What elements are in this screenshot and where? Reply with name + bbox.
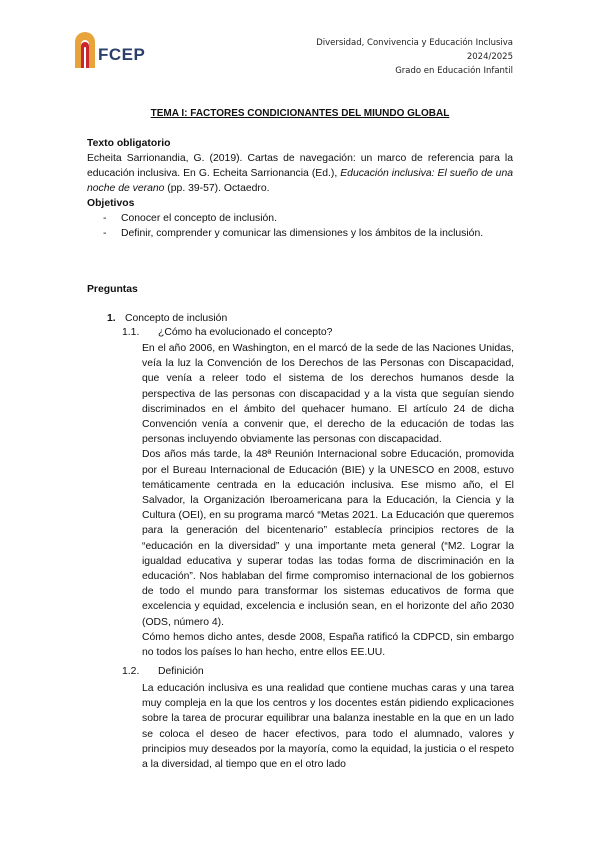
paragraph-2: Dos años más tarde, la 48ª Reunión Internacional sobre Educación, promovida por el Bureau Internacional de Educación (BIE) y la UNESCO en 2008, estuvo temáticamente centrada en la educación inclusiva. Ese mismo año, el El Salvador, la Organización Iberoamericana para la Educación, la Ciencia y la Cultura (OEI), en su programa marcó “Metas 2021. La Educación que queremos para la generación del bicentenario” establecía principios rectores de la “educación en la diversidad” y una importante meta general (“M2. Lograr la igualdad educativa y superar todas las todas forma de discriminación en la educación”. Nos hablaban del firme compromiso internacional de los gobiernos de todo el mundo para transformar los sistemas educativos de forma que excelencia y equidad, excelencia e inclusión sean, en el horizonte del año 2030 (ODS, número 4). <box>142 449 514 628</box>
objetivos-list <box>87 211 513 241</box>
answer-1-2 <box>142 681 514 772</box>
section-1-label: Concepto de inclusión <box>125 313 228 324</box>
citation-part-b: (pp. 39-57). Octaedro. <box>164 183 270 194</box>
preguntas-heading: Preguntas <box>87 284 138 295</box>
paragraph-4: La educación inclusiva es una realidad que contiene muchas caras y una tarea muy compleja en la que los centros y los docentes están pidiendo explicaciones sobre la tarea de procurar equilibrar una balanza inestable en la que en un lado se coloca el deseo de hacer efectivos, para todo el alumnado, valores y principios muy deseados por la mayoría, como la equidad, la justicia o el respeto a la diversidad, al tiempo que en el otro lado <box>142 683 514 771</box>
degree-name: Grado en Educación Infantil <box>395 66 513 76</box>
citation-part-a: Echeita Sarrionandia, G. (2019). Cartas de navegación: un marco de referencia para la educación inclusiva. En G. Echeita Sarrionancia (Ed.), <box>87 153 513 179</box>
course-name: Diversidad, Convivencia y Educación Inclusiva <box>316 38 513 48</box>
citation <box>87 151 513 196</box>
texto-obligatorio-section <box>87 136 513 241</box>
answer-1-1 <box>142 341 514 660</box>
header-info <box>316 36 513 78</box>
objetivos-heading: Objetivos <box>87 198 135 209</box>
fcep-arch-icon <box>72 28 98 68</box>
list-item: - Definir, comprender y comunicar las dimensiones y los ámbitos de la inclusión. <box>87 226 513 241</box>
logo-text: FCEP <box>98 45 146 64</box>
academic-year: 2024/2025 <box>466 52 513 62</box>
citation-book-title: Educación inclusiva: El sueño de una noche de verano <box>87 168 513 194</box>
texto-heading: Texto obligatorio <box>87 138 171 149</box>
question-1-1-label: ¿Cómo ha evolucionado el concepto? <box>158 327 333 338</box>
question-1-2-label: Definición <box>158 666 204 677</box>
question-1-1 <box>122 327 332 338</box>
list-item: - Conocer el concepto de inclusión. <box>87 211 513 226</box>
fcep-logo <box>72 28 172 70</box>
paragraph-3: Cómo hemos dicho antes, desde 2008, España ratificó la CDPCD, sin embargo no todos los países lo han hecho, entre ellos EE.UU. <box>142 631 514 659</box>
paragraph-1: En el año 2006, en Washington, en el marcó de la sede de las Naciones Unidas, veía la luz la Convención de los Derechos de las Personas con Discapacidad, que venía a releer todo el sistema de los derechos humanos desde la perspectiva de las personas con discapacidad y a la vista que seguían siendo discriminados en el ámbito del quehacer humano. El artículo 24 de dicha Convención venía a convenir que, el derecho de la educación de todas las personas incluyendo obviamente las personas con discapacidad. <box>142 343 514 446</box>
question-1-2-number: 1.2. <box>122 666 140 677</box>
section-1-number: 1. <box>107 313 116 324</box>
question-1-2 <box>122 666 204 677</box>
question-1-1-number: 1.1. <box>122 327 140 338</box>
section-1-heading <box>107 313 227 324</box>
page-title: TEMA I: FACTORES CONDICIONANTES DEL MIUNDO GLOBAL <box>150 108 450 119</box>
